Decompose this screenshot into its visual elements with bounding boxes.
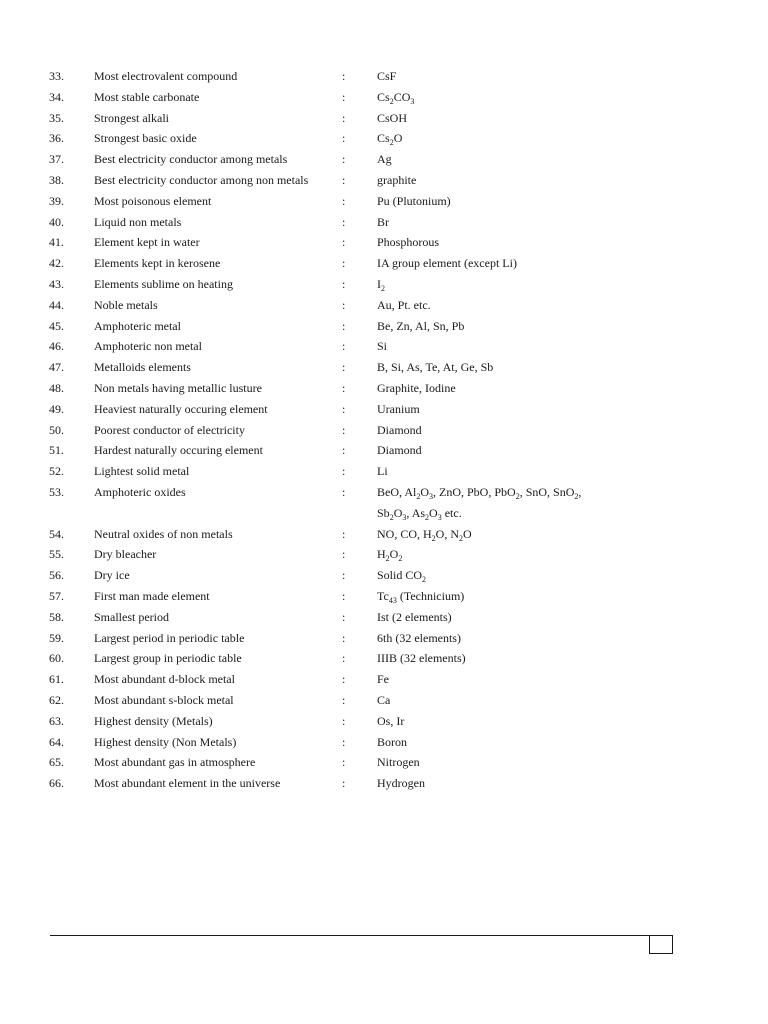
item-value: [377, 607, 452, 628]
separator-colon: :: [342, 360, 346, 375]
item-number: 38.: [49, 172, 64, 187]
item-value: [377, 669, 389, 690]
item-value: [377, 149, 392, 170]
item-label: Largest group in periodic table: [94, 651, 242, 666]
item-number: 47.: [49, 360, 64, 375]
item-label: Best electricity conductor among metals: [94, 152, 288, 167]
item-number: 61.: [49, 672, 64, 687]
item-value: [377, 316, 464, 337]
separator-colon: :: [342, 568, 346, 583]
item-value-line: CsF: [377, 69, 397, 83]
list-item: [0, 232, 768, 253]
separator-colon: :: [342, 651, 346, 666]
list-item: [0, 711, 768, 732]
item-value-line: Li: [377, 464, 388, 479]
item-value-line: BeO, $Al_2O_3$, ZnO, PbO, PbO$_2$, SnO, SnO$_2$,: [377, 484, 582, 501]
item-number: 50.: [49, 422, 64, 437]
item-value-line: CsOH: [377, 110, 408, 125]
list-item: [0, 628, 768, 649]
item-number: 53.: [49, 484, 64, 499]
separator-colon: :: [342, 152, 346, 167]
item-label: Highest density (Metals): [94, 713, 213, 728]
item-label: Largest period in periodic table: [94, 630, 245, 645]
separator-colon: :: [342, 484, 346, 499]
item-value-line: Pu (Plutonium): [377, 193, 451, 208]
list-item: [0, 316, 768, 337]
item-value: [377, 399, 420, 420]
item-value: [377, 66, 396, 87]
separator-colon: :: [342, 214, 346, 229]
list-item: [0, 690, 768, 711]
item-value: [377, 732, 407, 753]
item-value: [377, 295, 431, 316]
item-value: [377, 357, 493, 378]
item-value-line: Au, Pt. etc.: [377, 297, 431, 312]
list-item: [0, 274, 768, 295]
separator-colon: :: [342, 713, 346, 728]
separator-colon: :: [342, 89, 346, 104]
list-item: [0, 648, 768, 669]
item-number: 63.: [49, 713, 64, 728]
list-item: [0, 752, 768, 773]
item-value: [377, 108, 407, 129]
item-value: [377, 191, 451, 212]
item-number: 65.: [49, 755, 64, 770]
item-label: Best electricity conductor among non metals: [94, 172, 309, 187]
item-value-line: $Sb_2O_3$, $As_2O_3$ etc.: [377, 505, 462, 522]
item-value-line: Ag: [377, 152, 392, 167]
list-item: [0, 66, 768, 87]
list-item: [0, 378, 768, 399]
list-item: [0, 357, 768, 378]
item-value: [377, 378, 456, 399]
item-value-line: $Tc_{43}$ (Technicium): [377, 588, 465, 605]
separator-colon: :: [342, 547, 346, 562]
separator-colon: :: [342, 755, 346, 770]
item-value: [377, 586, 464, 607]
item-label: Noble metals: [94, 297, 158, 312]
item-value: [377, 648, 466, 669]
item-value-line: Phosphorous: [377, 235, 440, 250]
item-value-line: Diamond: [377, 422, 422, 437]
item-number: 46.: [49, 339, 64, 354]
item-number: 43.: [49, 276, 64, 291]
item-label: Elements kept in kerosene: [94, 256, 221, 271]
separator-colon: :: [342, 193, 346, 208]
item-number: 62.: [49, 692, 64, 707]
item-label: Hardest naturally occuring element: [94, 443, 263, 458]
item-label: Highest density (Non Metals): [94, 734, 237, 749]
item-value-line: Br: [377, 214, 389, 229]
item-value-line: Fe: [377, 672, 389, 687]
separator-colon: :: [342, 172, 346, 187]
item-number: 39.: [49, 193, 64, 208]
separator-colon: :: [342, 69, 346, 83]
list-item: [0, 524, 768, 545]
item-number: 49.: [49, 401, 64, 416]
item-label: Most poisonous element: [94, 193, 212, 208]
item-value: [377, 544, 402, 565]
item-value-line: Ist (2 elements): [377, 609, 452, 624]
separator-colon: :: [342, 464, 346, 479]
item-label: First man made element: [94, 588, 210, 603]
separator-colon: :: [342, 110, 346, 125]
separator-colon: :: [342, 422, 346, 437]
item-number: 36.: [49, 131, 64, 146]
separator-colon: :: [342, 526, 346, 541]
item-number: 34.: [49, 89, 64, 104]
list-item: [0, 170, 768, 191]
item-value: [377, 420, 422, 441]
list-item: [0, 336, 768, 357]
list-item: [0, 191, 768, 212]
item-number: 55.: [49, 547, 64, 562]
item-value-line: NO, CO, $H_2O$, $N_2O$: [377, 526, 472, 543]
separator-colon: :: [342, 734, 346, 749]
list-item: [0, 295, 768, 316]
separator-colon: :: [342, 401, 346, 416]
separator-colon: :: [342, 380, 346, 395]
list-item: [0, 399, 768, 420]
footer-rule: [50, 935, 673, 936]
item-label: Lightest solid metal: [94, 464, 190, 479]
item-value: [377, 253, 517, 274]
separator-colon: :: [342, 256, 346, 271]
item-number: 56.: [49, 568, 64, 583]
item-value: [377, 461, 388, 482]
list-item: [0, 482, 768, 524]
item-label: Strongest basic oxide: [94, 131, 197, 146]
item-label: Metalloids elements: [94, 360, 191, 375]
separator-colon: :: [342, 297, 346, 312]
item-label: Poorest conductor of electricity: [94, 422, 245, 437]
list-item: [0, 108, 768, 129]
item-number: 42.: [49, 256, 64, 271]
item-number: 44.: [49, 297, 64, 312]
item-number: 58.: [49, 609, 64, 624]
item-value-line: graphite: [377, 172, 417, 187]
item-label: Amphoteric metal: [94, 318, 181, 333]
item-value: [377, 628, 461, 649]
item-label: Elements sublime on heating: [94, 276, 233, 291]
item-label: Heaviest naturally occuring element: [94, 401, 268, 416]
item-label: Amphoteric oxides: [94, 484, 186, 499]
list-item: [0, 420, 768, 441]
item-number: 37.: [49, 152, 64, 167]
item-number: 66.: [49, 776, 64, 791]
separator-colon: :: [342, 630, 346, 645]
list-item: [0, 565, 768, 586]
list-item: [0, 732, 768, 753]
item-value: [377, 482, 581, 524]
item-number: 59.: [49, 630, 64, 645]
item-label: Strongest alkali: [94, 110, 169, 125]
item-value-line: Solid $CO_2$: [377, 568, 427, 585]
item-number: 35.: [49, 110, 64, 125]
item-number: 54.: [49, 526, 64, 541]
list-item: [0, 253, 768, 274]
item-value-line: Ca: [377, 692, 391, 707]
item-label: Liquid non metals: [94, 214, 182, 229]
facts-list: [0, 66, 768, 794]
item-number: 48.: [49, 380, 64, 395]
item-label: Amphoteric non metal: [94, 339, 202, 354]
item-number: 57.: [49, 588, 64, 603]
item-value-line: Hydrogen: [377, 776, 425, 791]
item-value-line: $H_2O_2$: [377, 547, 403, 564]
item-value-line: Be, Zn, Al, Sn, Pb: [377, 318, 465, 333]
item-label: Most abundant s-block metal: [94, 692, 234, 707]
item-number: 40.: [49, 214, 64, 229]
item-value: [377, 752, 420, 773]
page-number-box: [649, 935, 673, 954]
item-label: Most abundant element in the universe: [94, 776, 281, 791]
item-value-line: Si: [377, 339, 388, 354]
separator-colon: :: [342, 131, 346, 146]
separator-colon: :: [342, 276, 346, 291]
separator-colon: :: [342, 776, 346, 791]
item-label: Element kept in water: [94, 235, 200, 250]
item-label: Most electrovalent compound: [94, 69, 238, 83]
item-value-line: B, Si, As, Te, At, Ge, Sb: [377, 360, 494, 375]
item-number: 33.: [49, 69, 64, 83]
item-label: Smallest period: [94, 609, 169, 624]
list-item: [0, 212, 768, 233]
item-value-line: Os, Ir: [377, 713, 405, 728]
list-item: [0, 128, 768, 149]
item-number: 51.: [49, 443, 64, 458]
list-item: [0, 586, 768, 607]
separator-colon: :: [342, 692, 346, 707]
list-item: [0, 773, 768, 794]
item-label: Dry ice: [94, 568, 130, 583]
item-label: Most abundant d-block metal: [94, 672, 235, 687]
item-value-line: 6th (32 elements): [377, 630, 461, 645]
list-item: [0, 440, 768, 461]
item-value: [377, 170, 416, 191]
item-value-line: Uranium: [377, 401, 420, 416]
item-number: 41.: [49, 235, 64, 250]
item-value: [377, 440, 422, 461]
item-value-line: Boron: [377, 734, 407, 749]
item-value-line: Nitrogen: [377, 755, 420, 770]
item-number: 60.: [49, 651, 64, 666]
item-value: [377, 274, 385, 295]
item-value: [377, 336, 387, 357]
separator-colon: :: [342, 443, 346, 458]
item-value: [377, 212, 389, 233]
list-item: [0, 149, 768, 170]
separator-colon: :: [342, 609, 346, 624]
item-number: 64.: [49, 734, 64, 749]
item-value-line: Graphite, Iodine: [377, 380, 456, 395]
separator-colon: :: [342, 588, 346, 603]
item-label: Neutral oxides of non metals: [94, 526, 233, 541]
item-value-line: $I_2$: [377, 276, 385, 293]
separator-colon: :: [342, 318, 346, 333]
item-number: 52.: [49, 464, 64, 479]
list-item: [0, 544, 768, 565]
item-value: [377, 232, 439, 253]
item-value: [377, 128, 402, 149]
item-value: [377, 565, 426, 586]
item-value-line: $Cs_2O$: [377, 131, 403, 148]
item-label: Most abundant gas in atmosphere: [94, 755, 256, 770]
item-label: Non metals having metallic lusture: [94, 380, 262, 395]
item-value: [377, 711, 404, 732]
item-value-line: Diamond: [377, 443, 422, 458]
separator-colon: :: [342, 339, 346, 354]
item-value: [377, 524, 472, 545]
list-item: [0, 87, 768, 108]
item-value-line: $Cs_2CO_3$: [377, 89, 415, 106]
item-label: Most stable carbonate: [94, 89, 200, 104]
item-value: [377, 773, 425, 794]
list-item: [0, 607, 768, 628]
item-value-line: IA group element (except Li): [377, 256, 517, 271]
item-label: Dry bleacher: [94, 547, 157, 562]
separator-colon: :: [342, 235, 346, 250]
item-value: [377, 87, 414, 108]
list-item: [0, 461, 768, 482]
separator-colon: :: [342, 672, 346, 687]
list-item: [0, 669, 768, 690]
item-value-line: IIIB (32 elements): [377, 651, 466, 666]
item-value: [377, 690, 390, 711]
item-number: 45.: [49, 318, 64, 333]
